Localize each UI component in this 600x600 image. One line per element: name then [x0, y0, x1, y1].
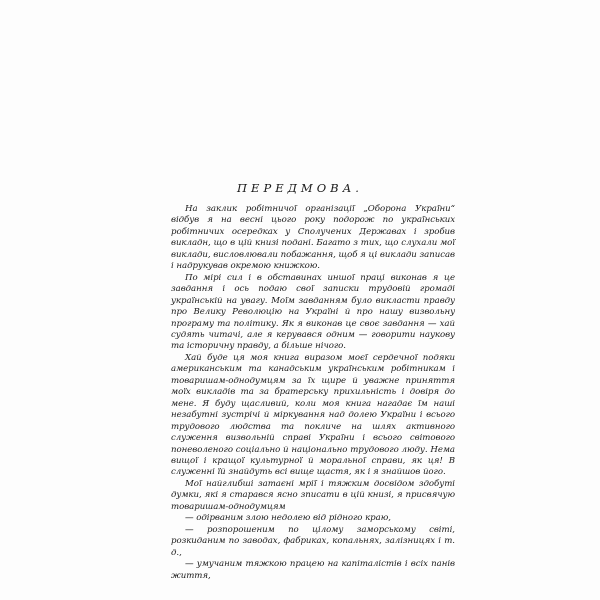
- page-heading: ПЕРЕДМОВА.: [237, 181, 363, 195]
- paragraph-2: По мірі сил і в обставинах иншої праці виконав я це завдання і ось подаю свої записки трудовій громаді українській на увагу. Моїм завданням було викласти правду про Велику Революцію на Україні й про нашу визвольну програму та політику. Як я виконав це своє завдання — хай судять читачі, але я керувався одним — говорити наукову та історичну правду, а більше нічого.: [171, 272, 455, 352]
- paragraph-3: Хай буде ця моя книга виразом моєї сердечної подяки американським та канадським українським робітникам і товаришам-однодумцям за їх щире й уважне приняття моїх викладів та за братерську прихильність і довіря до мене. Я буду щасливий, коли моя книга нагадає їм наші незабутні зустрічі й міркування над долею України і всього трудового людства та покличе на шлях активного служення визвольній справі України і всього світового поневоленого соціально й національно трудового люду. Нема вищої і кращої культурної й моральної справи, як ця! В служенні їй знайдуть всі вище щастя, як і я знайшов його.: [171, 352, 455, 478]
- dash-item-3: — умучаним тяжкою працею на капіталістів і всіх панів життя,: [171, 559, 455, 581]
- dash-item-1: — одірваним злою недолею від рідного краю,: [185, 513, 391, 524]
- dash-item-2: — розпорошеним по цілому заморському світі, розкиданим по заводах, фабриках, копальнях, залізницях і т. д.,: [171, 524, 455, 558]
- preface-text: [171, 204, 455, 582]
- paragraph-4: Мої найглибші затаєні мрії і тяжким досвідом здобуті думки, які я старався ясно зписати в цій книзі, я присвячую товаришам-однодумцям: [171, 478, 455, 512]
- paragraph-1: На заклик робітничої організації „Оборона України“ відбув я на весні цього року подорож по українських робітничих осередках у Сполучених Державах і зробив викладн, що в цій книзі подані. Багато з тих, що слухали мої виклади, висловлювали побажання, щоб я ці виклади записав і надрукував окремою книжкою.: [171, 204, 455, 272]
